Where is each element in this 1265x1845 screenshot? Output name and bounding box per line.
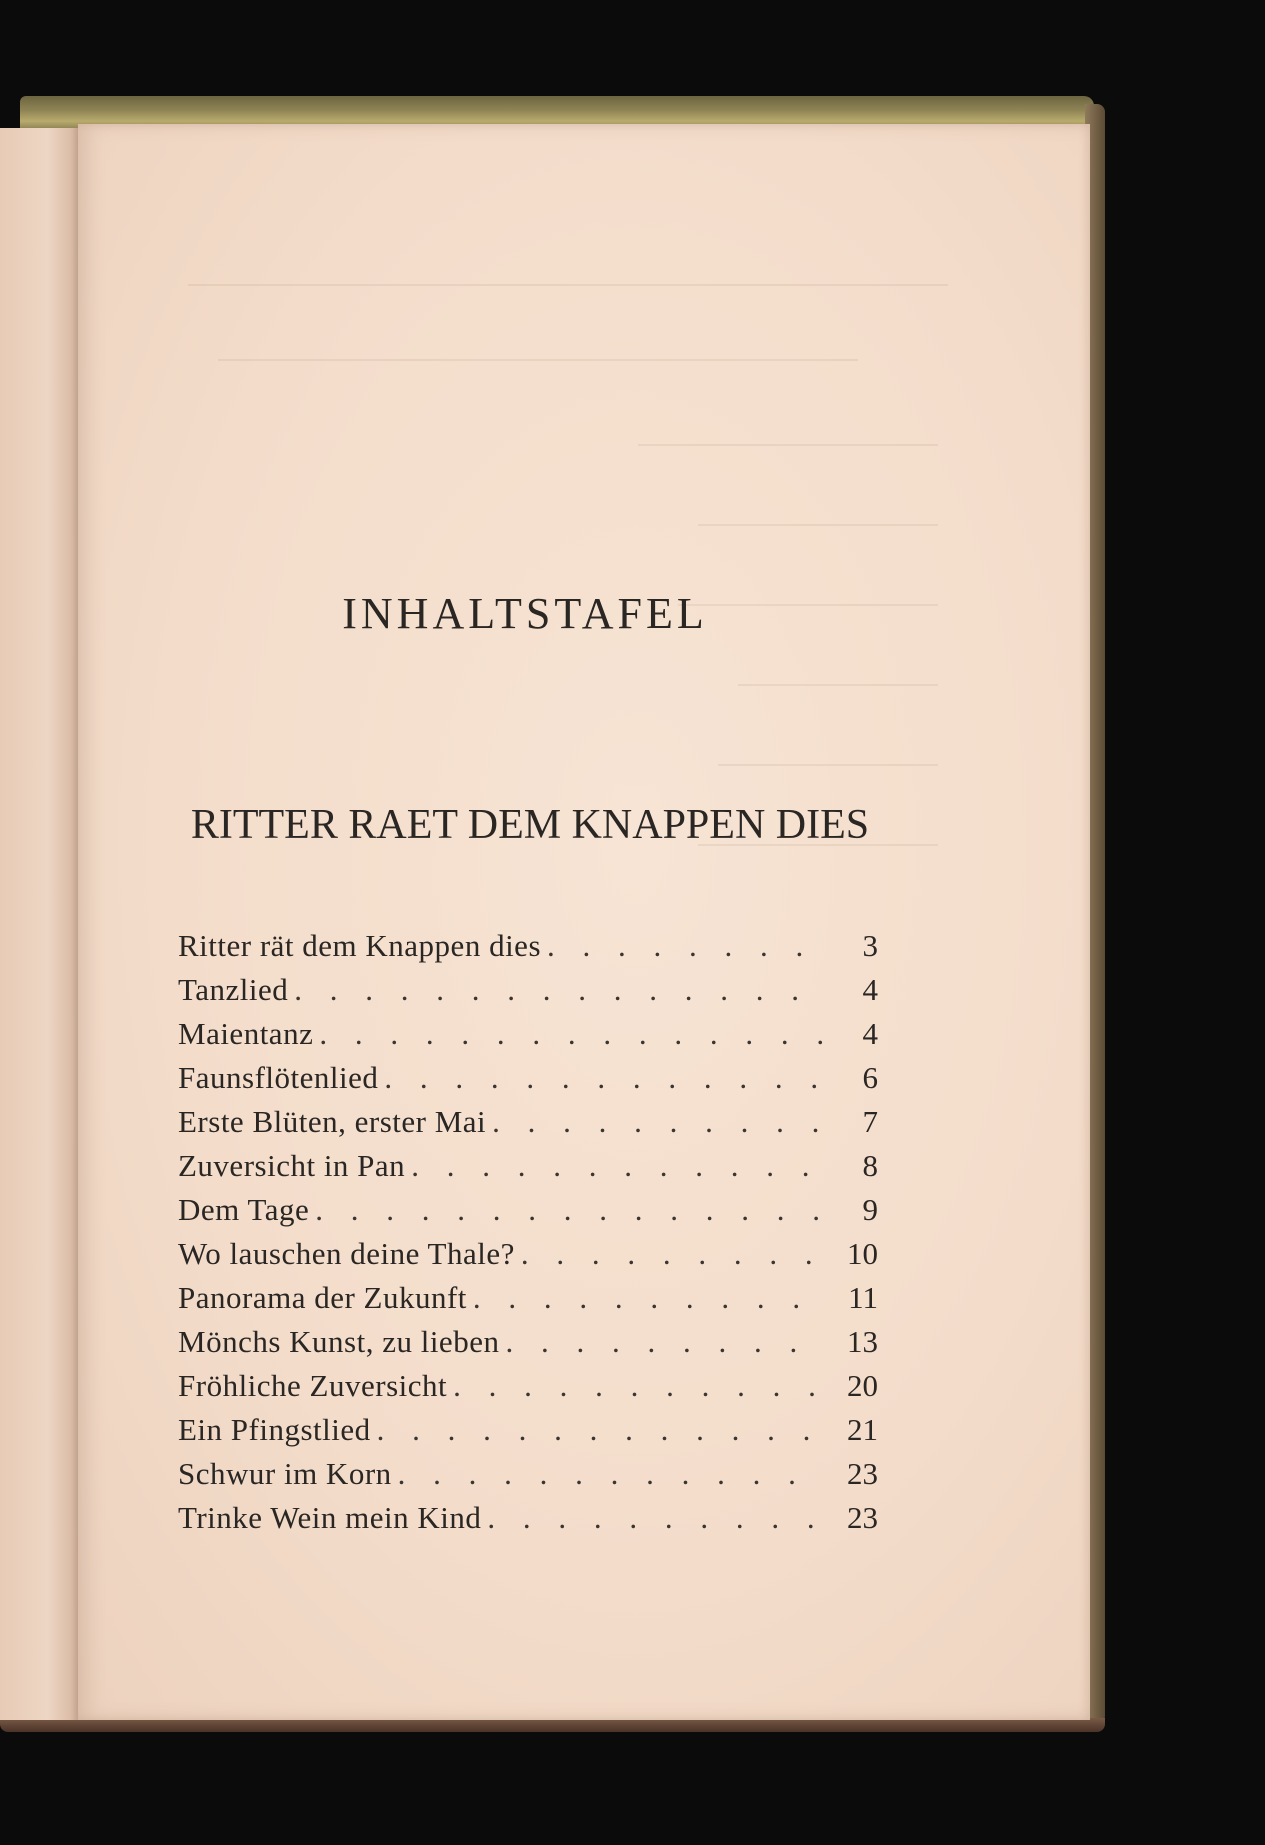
toc-entry-title: Panorama der Zukunft bbox=[178, 1280, 467, 1315]
toc-entry-page-number: 23 bbox=[847, 1456, 878, 1491]
toc-entry-title: Trinke Wein mein Kind bbox=[178, 1500, 482, 1535]
toc-leader-dots bbox=[384, 1060, 824, 1096]
toc-entry-page-number: 4 bbox=[862, 1016, 878, 1051]
toc-leader-dots bbox=[319, 1016, 824, 1052]
toc-leader-dots bbox=[547, 928, 824, 964]
book-cover-bottom-edge bbox=[0, 1718, 1105, 1732]
toc-entry bbox=[178, 1456, 878, 1500]
toc-leader-dots bbox=[377, 1412, 824, 1448]
toc-entry-page-number: 7 bbox=[862, 1104, 878, 1139]
toc-entry-page-number: 6 bbox=[862, 1060, 878, 1095]
toc-entry bbox=[178, 1016, 878, 1060]
show-through-rule bbox=[738, 684, 938, 686]
toc-leader-dots bbox=[473, 1280, 824, 1316]
toc-leader-dots bbox=[294, 972, 824, 1008]
toc-leader-dots bbox=[487, 1500, 824, 1536]
toc-entry-title: Zuversicht in Pan bbox=[178, 1148, 406, 1183]
toc-entry bbox=[178, 1148, 878, 1192]
toc-entry bbox=[178, 1412, 878, 1456]
toc-entry-page-number: 10 bbox=[847, 1236, 878, 1271]
toc-entry-title: Mönchs Kunst, zu lieben bbox=[178, 1324, 500, 1359]
toc-entry-title: Ein Pfingstlied bbox=[178, 1412, 371, 1447]
toc-entry bbox=[178, 972, 878, 1016]
toc-leader-dots bbox=[398, 1456, 824, 1492]
toc-leader-dots bbox=[492, 1104, 824, 1140]
toc-leader-dots bbox=[521, 1236, 824, 1272]
toc-entry-page-number: 4 bbox=[862, 972, 878, 1007]
show-through-rule bbox=[698, 524, 938, 526]
show-through-rule bbox=[718, 764, 938, 766]
toc-entry bbox=[178, 1500, 878, 1544]
toc-entry-title: Schwur im Korn bbox=[178, 1456, 392, 1491]
toc-entry-page-number: 13 bbox=[847, 1324, 878, 1359]
toc-entry-page-number: 8 bbox=[862, 1148, 878, 1183]
toc-entry-page-number: 21 bbox=[847, 1412, 878, 1447]
toc-entry bbox=[178, 1192, 878, 1236]
section-heading: RITTER RAET DEM KNAPPEN DIES bbox=[190, 802, 870, 848]
toc-entry-title: Dem Tage bbox=[178, 1192, 310, 1227]
toc-entry-title: Fröhliche Zuversicht bbox=[178, 1368, 448, 1403]
toc-leader-dots bbox=[453, 1368, 824, 1404]
show-through-rule bbox=[218, 359, 858, 361]
show-through-rule bbox=[188, 284, 948, 286]
toc-entry-page-number: 11 bbox=[848, 1280, 878, 1315]
toc-entry-title: Faunsflötenlied bbox=[178, 1060, 379, 1095]
toc-entry-page-number: 20 bbox=[847, 1368, 878, 1403]
toc-entry-title: Wo lauschen deine Thale? bbox=[178, 1236, 515, 1271]
toc-entry bbox=[178, 1236, 878, 1280]
table-of-contents bbox=[178, 928, 878, 1544]
toc-entry-title: Maientanz bbox=[178, 1016, 314, 1051]
toc-entry-page-number: 23 bbox=[847, 1500, 878, 1535]
page-title: INHALTSTAFEL bbox=[342, 589, 708, 638]
toc-entry bbox=[178, 1280, 878, 1324]
toc-entry bbox=[178, 1060, 878, 1104]
toc-entry bbox=[178, 1324, 878, 1368]
toc-entry bbox=[178, 928, 878, 972]
toc-entry-page-number: 3 bbox=[862, 928, 878, 963]
toc-leader-dots bbox=[505, 1324, 824, 1360]
toc-entry bbox=[178, 1368, 878, 1412]
toc-entry bbox=[178, 1104, 878, 1148]
toc-entry-page-number: 9 bbox=[862, 1192, 878, 1227]
toc-entry-title: Tanzlied bbox=[178, 972, 289, 1007]
toc-entry-title: Ritter rät dem Knappen dies bbox=[178, 928, 542, 963]
show-through-rule bbox=[638, 444, 938, 446]
toc-entry-title: Erste Blüten, erster Mai bbox=[178, 1104, 487, 1139]
toc-leader-dots bbox=[315, 1192, 824, 1228]
toc-leader-dots bbox=[411, 1148, 824, 1184]
